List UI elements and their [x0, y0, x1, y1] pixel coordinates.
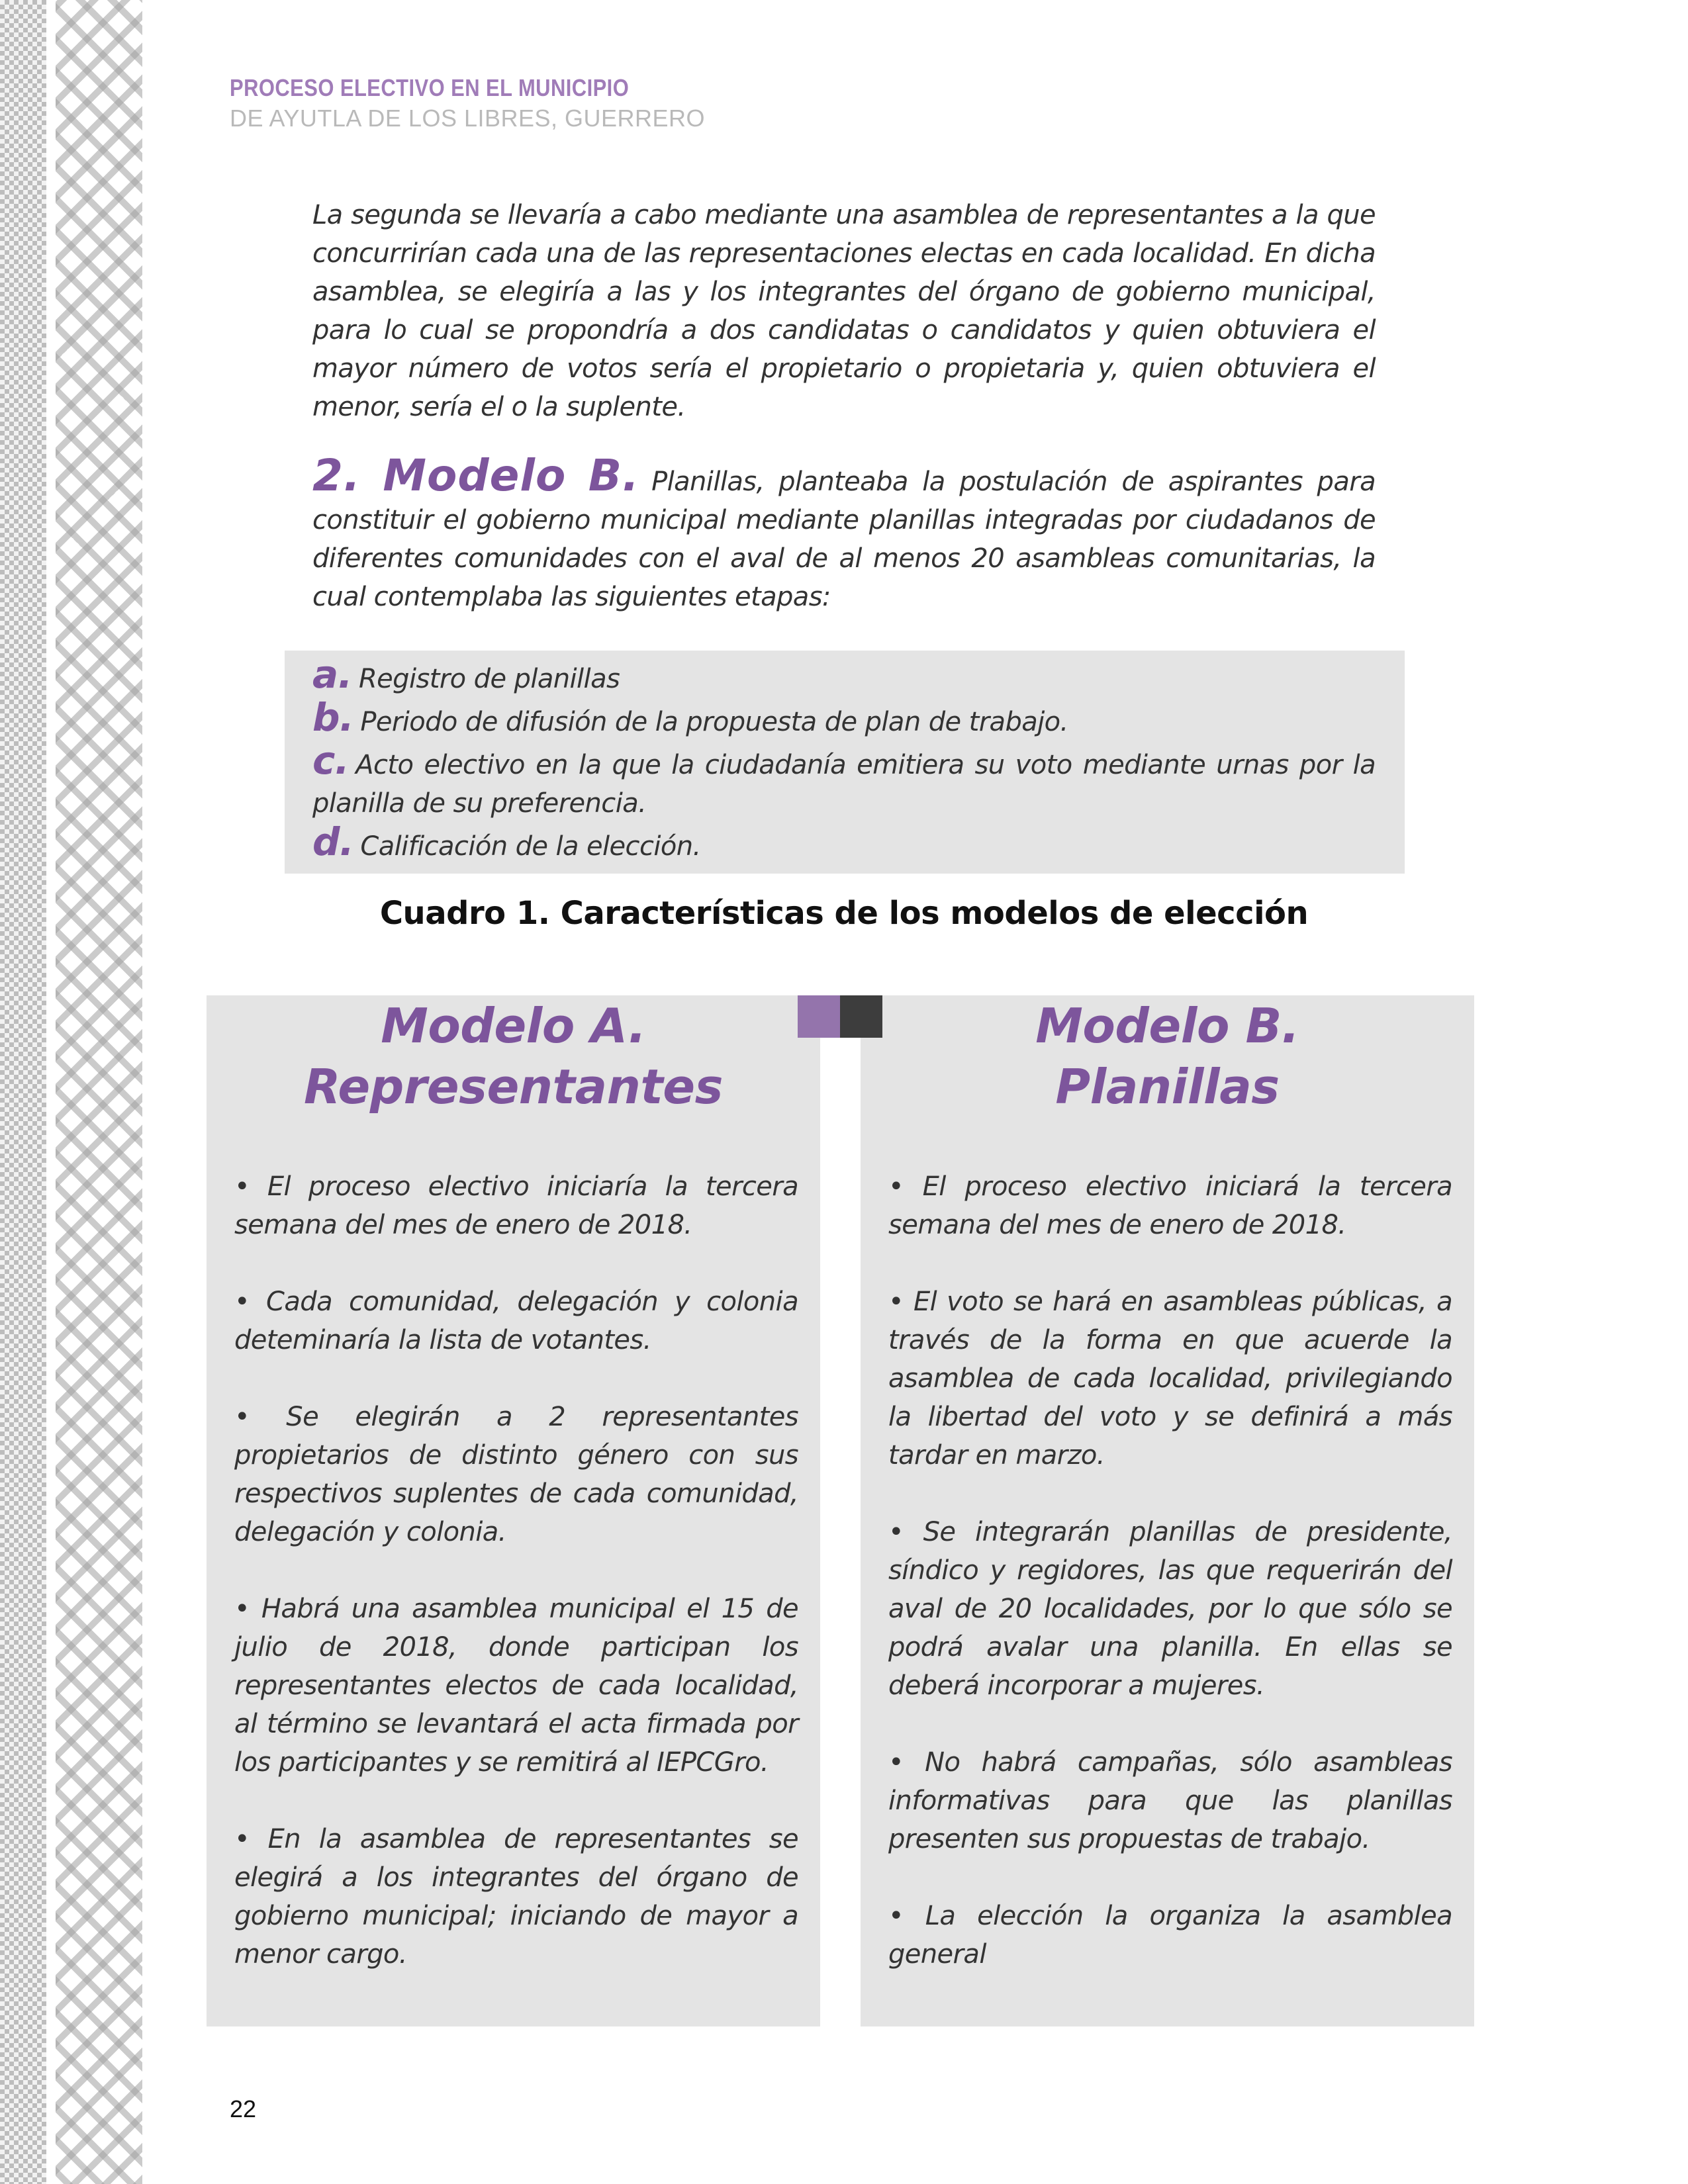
list-item: • El voto se hará en asambleas públicas, a través de la forma en que acuerde la asamblea de cada localidad, privilegiando la libertad del voto y se definirá a más tardar en marzo.: [888, 1287, 1452, 1471]
modelo-b-heading: 2. Modelo B.: [312, 450, 640, 501]
decorative-square-dark: [840, 995, 882, 1038]
stage-item: [312, 819, 1376, 866]
list-item: • El proceso electivo iniciará la tercera semana del mes de enero de 2018.: [888, 1171, 1452, 1240]
stage-item: [312, 695, 1376, 741]
list-item: • Cada comunidad, delegación y colonia deteminaría la lista de votantes.: [234, 1287, 798, 1355]
header-title: PROCESO ELECTIVO EN EL MUNICIPIO: [230, 74, 630, 101]
stages-list: [312, 652, 1376, 866]
paragraph-asamblea-representantes: La segunda se llevaría a cabo mediante una asamblea de representantes a la que concurrirían cada una de las representaciones electas en cada localidad. En dicha asamblea, se elegiría a las y los integrantes del órgano de gobierno municipal, para lo cual se propondría a dos candidatas o candidatos y quien obtuviera el mayor número de votos sería el propietario o propietaria y, quien obtuviera el menor, sería el o la suplente.: [312, 200, 1376, 422]
model-b-title: [861, 995, 1474, 1117]
list-item: • El proceso electivo iniciaría la tercera semana del mes de enero de 2018.: [234, 1171, 798, 1240]
stage-item: [312, 652, 1376, 698]
list-item: • Habrá una asamblea municipal el 15 de julio de 2018, donde participan los representantes electos de cada localidad, al término se levantará el acta firmada por los participantes y se remitirá al IEPCGro.: [234, 1594, 798, 1778]
list-item: • Se integrarán planillas de presidente, síndico y regidores, las que requerirán del aval de 20 localidades, por lo que sólo se podrá avalar una planilla. En ellas se deberá incorporar a mujeres.: [888, 1517, 1452, 1701]
decorative-square-purple: [798, 995, 840, 1038]
stage-letter: c.: [312, 738, 350, 783]
list-item: • No habrá campañas, sólo asambleas informativas para que las planillas presenten sus propuestas de trabajo.: [888, 1747, 1452, 1854]
header-subtitle: DE AYUTLA DE LOS LIBRES, GUERRERO: [230, 105, 706, 132]
modelo-b-description: Planillas, planteaba la postulación de aspirantes para constituir el gobierno municipal mediante planillas integradas por ciudadanos de diferentes comunidades con el aval de al menos 20 asambleas comunitarias, la cual contemplaba las siguientes etapas:: [312, 467, 1376, 612]
stage-text: Registro de planillas: [358, 664, 620, 694]
running-header: [230, 74, 705, 132]
model-a-column: [207, 995, 820, 2026]
list-item: • La elección la organiza la asamblea general: [888, 1901, 1452, 1970]
stage-letter: a.: [312, 652, 352, 697]
paragraph-modelo-b: [312, 450, 1376, 616]
model-b-items: [888, 1167, 1452, 2012]
decorative-border: [0, 0, 142, 2184]
model-a-title-line1: Modelo A.: [381, 998, 646, 1054]
stage-letter: b.: [312, 695, 354, 740]
model-b-title-line1: Modelo B.: [1035, 998, 1299, 1054]
model-a-title-line2: Representantes: [304, 1059, 723, 1115]
stage-text: Periodo de difusión de la propuesta de plan de trabajo.: [360, 707, 1068, 737]
stage-text: Acto electivo en la que la ciudadanía emitiera su voto mediante urnas por la planilla de su preferencia.: [312, 750, 1376, 819]
stage-item: [312, 738, 1376, 823]
page-number: 22: [230, 2095, 257, 2122]
model-a-items: [234, 1167, 798, 2012]
stage-letter: d.: [312, 819, 354, 864]
list-item: • Se elegirán a 2 representantes propietarios de distinto género con sus respectivos suplentes de cada comunidad, delegación y colonia.: [234, 1402, 798, 1547]
table-title: Cuadro 1. Características de los modelos de elección: [379, 895, 1309, 932]
model-b-column: [861, 995, 1474, 2026]
model-b-title-line2: Planillas: [1055, 1059, 1280, 1115]
model-a-title: [207, 995, 820, 1117]
stage-text: Calificación de la elección.: [360, 831, 701, 862]
list-item: • En la asamblea de representantes se elegirá a los integrantes del órgano de gobierno municipal; iniciando de mayor a menor cargo.: [234, 1824, 798, 1970]
